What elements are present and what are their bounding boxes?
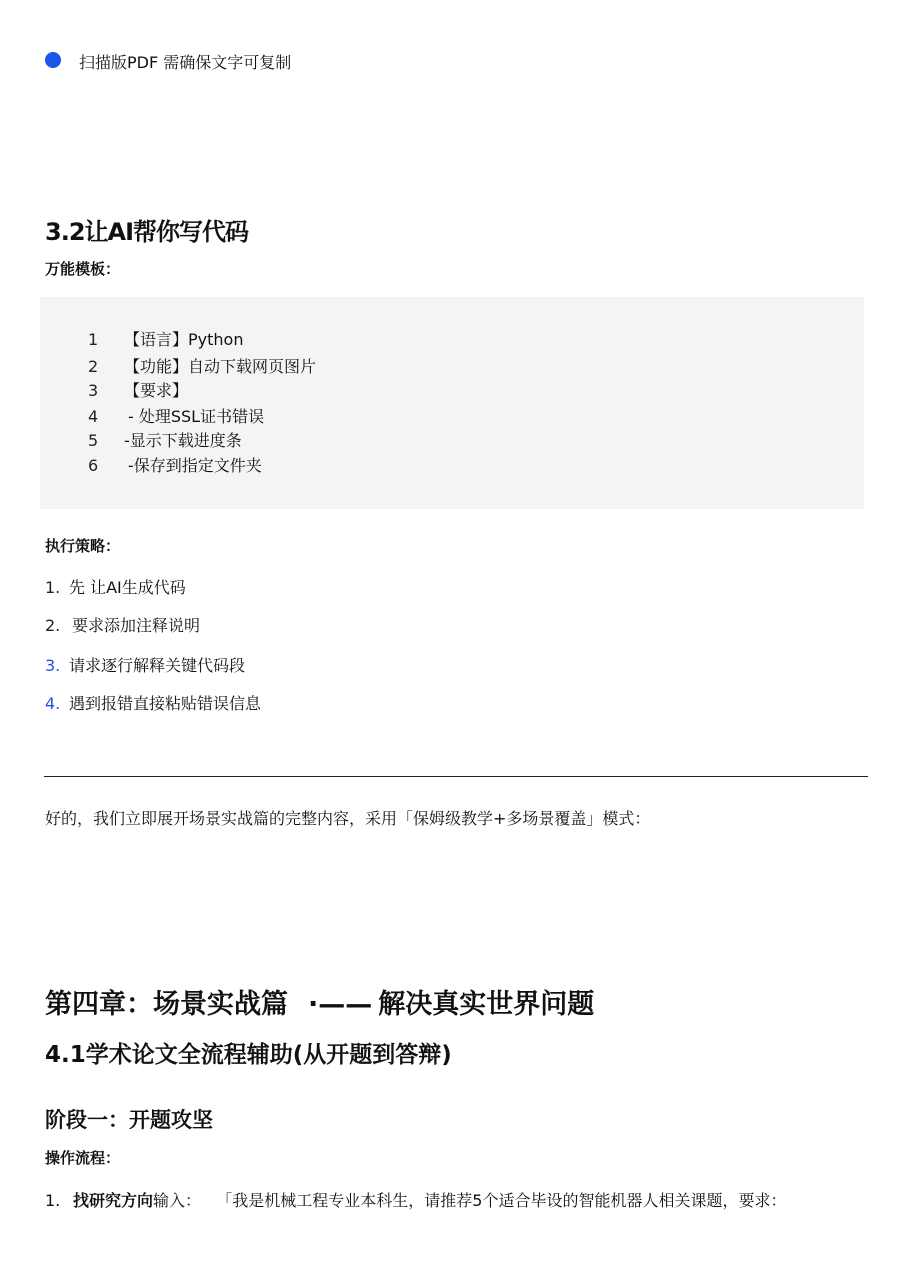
chapter-title: [45, 982, 594, 1021]
step-text: 「我是机械工程专业本科生，请推荐5个适合毕设的智能机器人相关课题，要求：: [216, 1191, 787, 1210]
line-number: 2: [88, 357, 99, 376]
intro-paragraph: 好的，我们立即展开场景实战篇的完整内容，采用「保姆级教学+多场景覆盖」模式：: [45, 809, 651, 828]
line-number: 1: [88, 330, 99, 349]
code-text: -显示下载进度条: [124, 431, 242, 450]
strategy-label: 执行策略：: [45, 537, 121, 555]
horizontal-rule: [44, 776, 868, 777]
step-prefix: 输入：: [153, 1191, 202, 1210]
step-body: [73, 1186, 845, 1215]
step-number: 1.: [45, 1191, 61, 1210]
process-label: 操作流程：: [45, 1149, 121, 1167]
list-text: 遇到报错直接粘贴错误信息: [69, 694, 262, 713]
step-heading: 找研究方向: [73, 1191, 154, 1210]
list-number: 2.: [45, 616, 61, 635]
list-item: [45, 613, 200, 636]
line-number: 4: [88, 407, 99, 426]
list-text: 请求逐行解释关键代码段: [69, 656, 246, 675]
list-number: 1.: [45, 578, 61, 597]
section-title-3-2: 3.2让AI帮你写代码: [45, 218, 249, 246]
list-item: [45, 653, 245, 676]
code-text: 【语言】Python: [124, 330, 244, 349]
chapter-title-separator: ·——: [308, 989, 373, 1020]
code-block: [40, 297, 864, 509]
line-number: 3: [88, 381, 99, 400]
bullet-text: 扫描版PDF 需确保文字可复制: [79, 53, 292, 72]
code-text: - 处理SSL证书错误: [128, 407, 265, 426]
chapter-title-main: 第四章：场景实战篇: [45, 989, 288, 1020]
bullet-dot: [45, 52, 61, 68]
code-text: 【功能】自动下载网页图片: [124, 357, 317, 376]
process-step: [45, 1186, 845, 1215]
code-text: -保存到指定文件夹: [128, 456, 262, 475]
list-item: [45, 691, 261, 714]
list-number: 4.: [45, 694, 61, 713]
line-number: 6: [88, 456, 99, 475]
list-text: 要求添加注释说明: [72, 616, 201, 635]
template-label: 万能模板：: [45, 260, 121, 278]
section-title-4-1: 4.1学术论文全流程辅助(从开题到答辩): [45, 1042, 452, 1068]
line-number: 5: [88, 431, 99, 450]
chapter-title-sub: 解决真实世界问题: [378, 989, 595, 1020]
list-number: 3.: [45, 656, 61, 675]
list-text: 先 让AI生成代码: [69, 578, 186, 597]
code-text: 【要求】: [124, 381, 189, 400]
stage-title: 阶段一：开题攻坚: [45, 1108, 213, 1132]
list-item: [45, 575, 186, 598]
